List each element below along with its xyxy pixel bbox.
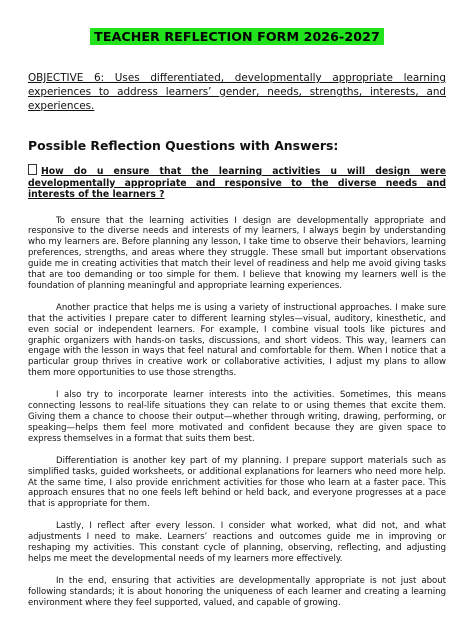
answer-paragraph-5: Lastly, I reflect after every lesson. I consider what worked, what did not, and what adjustments I need to make. Learners’ reactions and outcomes guide me in improving or reshaping my activities. This constant cycle of planning, observing, reflecting, and adjusting helps me meet the developmental needs of my learners more effectively.: [28, 521, 446, 564]
objective-text: OBJECTIVE 6: Uses differentiated, developmentally appropriate learning experiences to address learners’ gender, needs, strengths, interests, and experiences.: [28, 72, 446, 112]
form-title: TEACHER REFLECTION FORM 2026-2027: [90, 28, 384, 45]
question-text: How do u ensure that the learning activities u will design were developmentally appropriate and responsive to the diverse needs and interests of the learners ?: [28, 166, 446, 200]
answer-paragraph-4: Differentiation is another key part of my planning. I prepare support materials such as simplified tasks, guided worksheets, or additional explanations for learners who need more help. At the same time, I also provide enrichment activities for those who learn at a faster pace. This approach ensures that no one feels left behind or held back, and everyone progresses at a pace that is appropriate for them.: [28, 455, 446, 510]
answer-paragraph-1: To ensure that the learning activities I design are developmentally appropriate and responsive to the diverse needs and interests of my learners, I always begin by understanding who my learners are. Before planning any lesson, I take time to observe their behaviors, learning preferences, strengths, and areas where they struggle. These small but important observations guide me in creating activities that match their level of readiness and help me avoid giving tasks that are too demanding or too simple for them. I believe that knowing my learners well is the foundation of planning meaningful and appropriate learning experiences.: [28, 215, 446, 291]
checkbox-icon: [28, 164, 37, 175]
answer-body: [28, 216, 446, 609]
title-container: [28, 0, 446, 45]
section-title: Possible Reflection Questions with Answers:: [28, 138, 339, 153]
reflection-question: [28, 164, 446, 201]
answer-paragraph-3: I also try to incorporate learner interests into the activities. Sometimes, this means connecting lessons to real-life situations they can relate to or using themes that excite them. Giving them a chance to choose their output—whether through writing, drawing, performing, or speaking—helps them feel more motivated and confident because they are given space to express themselves in a format that suits them best.: [28, 390, 446, 444]
answer-paragraph-2: Another practice that helps me is using a variety of instructional approaches. I make sure that the activities I prepare cater to different learning styles—visual, auditory, kinesthetic, and even social or independent learners. For example, I combine visual tools like pictures and graphic organizers with hands-on tasks, discussions, and short videos. This way, learners can engage with the lesson in ways that feel natural and comfortable for them. When I notice that a particular group thrives in creative work or collaborative activities, I adjust my plans to allow them more opportunities to use those strengths.: [28, 302, 446, 379]
answer-paragraph-6: In the end, ensuring that activities are developmentally appropriate is not just about following standards; it is about honoring the uniqueness of each learner and creating a learning environment where they feel supported, valued, and capable of growing.: [28, 575, 446, 608]
